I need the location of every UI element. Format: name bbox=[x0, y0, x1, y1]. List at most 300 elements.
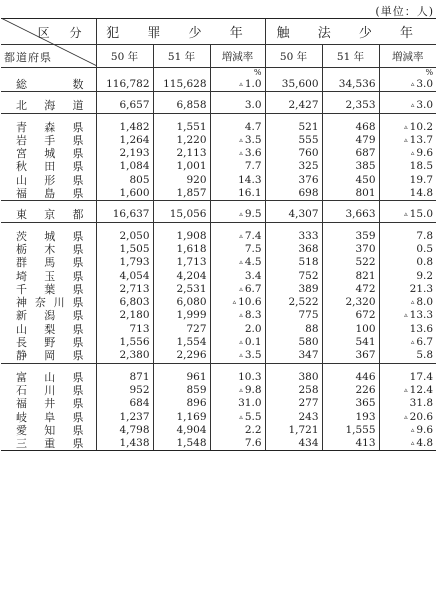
cell-value: 580 bbox=[298, 336, 319, 349]
count-cell bbox=[265, 147, 322, 160]
rate-cell bbox=[379, 243, 436, 256]
prefecture-name: 山 梨 県 bbox=[16, 322, 84, 336]
cell-value: 4.8 bbox=[416, 437, 434, 450]
sub-header: 50 年 bbox=[96, 45, 153, 68]
count-cell bbox=[153, 187, 210, 201]
table-row bbox=[1, 437, 436, 451]
cell-value: 16,637 bbox=[112, 208, 150, 221]
count-cell bbox=[322, 256, 379, 269]
cell-value: 31.0 bbox=[238, 397, 262, 410]
cell-value: 9.6 bbox=[416, 147, 434, 160]
cell-value: 801 bbox=[355, 187, 376, 200]
cell-value: 20.6 bbox=[409, 410, 434, 423]
count-cell bbox=[153, 384, 210, 397]
count-cell bbox=[153, 230, 210, 243]
count-cell bbox=[153, 147, 210, 160]
table-body bbox=[1, 68, 436, 451]
cell-value: 19.7 bbox=[409, 173, 434, 186]
cell-value: 1,551 bbox=[176, 120, 207, 133]
prefecture-name: 三 重 県 bbox=[1, 437, 96, 451]
prefecture-name: 石 川 県 bbox=[16, 383, 84, 397]
prefecture-name: 長 野 県 bbox=[16, 336, 84, 350]
percent-sign: % bbox=[425, 68, 434, 77]
percent-cell bbox=[1, 68, 96, 79]
count-cell bbox=[96, 174, 153, 187]
spacer-cell bbox=[265, 363, 322, 371]
cell-value: 9.5 bbox=[244, 208, 262, 221]
cell-value: 5.8 bbox=[416, 349, 434, 362]
cell-value: 1,908 bbox=[176, 229, 207, 242]
decrease-triangle-icon: ▵ bbox=[239, 258, 243, 267]
cell-value: 4.5 bbox=[244, 256, 262, 269]
cell-value: 2,427 bbox=[288, 99, 319, 112]
cell-value: 15,056 bbox=[169, 208, 207, 221]
cell-value: 6.7 bbox=[244, 282, 262, 295]
cell-value: 18.5 bbox=[409, 160, 434, 173]
decrease-triangle-icon: ▵ bbox=[239, 210, 243, 219]
count-cell bbox=[265, 230, 322, 243]
cell-value: 10.6 bbox=[238, 296, 262, 309]
count-cell bbox=[265, 160, 322, 173]
count-cell bbox=[153, 323, 210, 336]
prefecture-name: 岐 阜 県 bbox=[16, 410, 84, 424]
count-cell bbox=[153, 411, 210, 424]
cell-value: 9.2 bbox=[416, 269, 434, 282]
decrease-triangle-icon: ▵ bbox=[404, 412, 408, 421]
table-row bbox=[1, 371, 436, 384]
count-cell bbox=[153, 349, 210, 363]
decrease-triangle-icon: ▵ bbox=[404, 122, 408, 131]
cell-value: 2,531 bbox=[176, 282, 207, 295]
rate-cell bbox=[210, 397, 265, 410]
count-cell bbox=[322, 323, 379, 336]
spacer-cell bbox=[96, 363, 153, 371]
count-cell bbox=[153, 336, 210, 349]
cell-value: 518 bbox=[298, 256, 319, 269]
count-cell bbox=[96, 424, 153, 437]
decrease-triangle-icon: ▵ bbox=[239, 385, 243, 394]
cell-value: 3.5 bbox=[244, 133, 262, 146]
percent-cell bbox=[379, 68, 436, 79]
header-diagonal-line bbox=[1, 18, 97, 66]
count-cell bbox=[96, 323, 153, 336]
spacer-cell bbox=[322, 363, 379, 371]
count-cell bbox=[322, 174, 379, 187]
table-row bbox=[1, 78, 436, 92]
cell-value: 370 bbox=[355, 242, 376, 255]
cell-value: 760 bbox=[298, 147, 319, 160]
cell-value: 413 bbox=[355, 437, 376, 450]
count-cell bbox=[322, 296, 379, 309]
count-cell bbox=[96, 134, 153, 147]
cell-value: 13.6 bbox=[409, 322, 434, 335]
cell-value: 4,904 bbox=[176, 423, 207, 436]
rate-cell bbox=[210, 147, 265, 160]
cell-value: 479 bbox=[355, 133, 376, 146]
prefecture-name: 青 森 県 bbox=[16, 120, 84, 134]
cell-value: 2,296 bbox=[176, 349, 207, 362]
table-row bbox=[1, 270, 436, 283]
cell-value: 920 bbox=[186, 173, 207, 186]
count-cell bbox=[153, 208, 210, 222]
cell-value: 1,548 bbox=[176, 437, 207, 450]
rate-cell bbox=[379, 384, 436, 397]
sub-header: 51 年 bbox=[153, 45, 210, 68]
count-cell bbox=[265, 424, 322, 437]
cell-value: 1,438 bbox=[119, 437, 150, 450]
spacer-cell bbox=[96, 92, 153, 100]
cell-value: 2,050 bbox=[119, 229, 150, 242]
cell-value: 896 bbox=[186, 397, 207, 410]
spacer-cell bbox=[210, 113, 265, 121]
rate-cell bbox=[210, 424, 265, 437]
count-cell bbox=[153, 78, 210, 92]
rate-cell bbox=[210, 349, 265, 363]
cell-value: 10.3 bbox=[238, 370, 262, 383]
sub-header: 増減率 bbox=[210, 45, 265, 68]
spacer-cell bbox=[322, 201, 379, 209]
count-cell bbox=[265, 371, 322, 384]
cell-value: 0.5 bbox=[416, 242, 434, 255]
spacer-row bbox=[1, 113, 436, 121]
count-cell bbox=[265, 309, 322, 322]
rate-cell bbox=[210, 309, 265, 322]
prefecture-name: 富 山 県 bbox=[16, 370, 84, 384]
cell-value: 10.2 bbox=[409, 120, 434, 133]
spacer-cell bbox=[210, 363, 265, 371]
cell-value: 34,536 bbox=[338, 78, 376, 90]
cell-value: 243 bbox=[298, 410, 319, 423]
count-cell bbox=[322, 230, 379, 243]
rate-cell bbox=[379, 174, 436, 187]
percent-cell bbox=[265, 68, 322, 79]
count-cell bbox=[265, 270, 322, 283]
spacer-cell bbox=[210, 92, 265, 100]
percent-row bbox=[1, 68, 436, 79]
table-row bbox=[1, 397, 436, 410]
percent-cell bbox=[153, 68, 210, 79]
rate-cell bbox=[210, 208, 265, 222]
prefecture-name: 岩 手 県 bbox=[16, 133, 84, 147]
prefecture-name: 千 葉 県 bbox=[16, 282, 84, 296]
count-cell bbox=[265, 174, 322, 187]
spacer-cell bbox=[210, 222, 265, 230]
count-cell bbox=[265, 397, 322, 410]
cell-value: 15.0 bbox=[409, 208, 434, 221]
rate-cell bbox=[210, 174, 265, 187]
prefecture-name: 総 数 bbox=[1, 78, 96, 92]
rate-cell bbox=[379, 187, 436, 201]
cell-value: 376 bbox=[298, 173, 319, 186]
spacer-cell bbox=[1, 363, 96, 371]
cell-value: 16.1 bbox=[238, 187, 262, 200]
rate-cell bbox=[379, 283, 436, 296]
prefecture-name: 宮 城 県 bbox=[16, 147, 84, 161]
rate-cell bbox=[210, 99, 265, 113]
count-cell bbox=[322, 384, 379, 397]
cell-value: 775 bbox=[298, 309, 319, 322]
count-cell bbox=[96, 99, 153, 113]
prefecture-col-label: 都道府県 bbox=[4, 51, 52, 64]
decrease-triangle-icon: ▵ bbox=[404, 210, 408, 219]
count-cell bbox=[96, 243, 153, 256]
cell-value: 365 bbox=[355, 397, 376, 410]
cell-value: 193 bbox=[355, 410, 376, 423]
decrease-triangle-icon: ▵ bbox=[404, 135, 408, 144]
cell-value: 13.3 bbox=[409, 309, 434, 322]
table-row bbox=[1, 384, 436, 397]
table-row bbox=[1, 424, 436, 437]
cell-value: 226 bbox=[355, 383, 376, 396]
cell-value: 1,555 bbox=[345, 423, 376, 436]
cell-value: 541 bbox=[355, 336, 376, 349]
cell-value: 2,193 bbox=[119, 147, 150, 160]
cell-value: 684 bbox=[129, 397, 150, 410]
table-row bbox=[1, 323, 436, 336]
rate-cell bbox=[379, 256, 436, 269]
count-cell bbox=[153, 134, 210, 147]
count-cell bbox=[96, 230, 153, 243]
count-cell bbox=[153, 270, 210, 283]
prefecture-name: 東 京 都 bbox=[1, 208, 96, 222]
spacer-cell bbox=[379, 363, 436, 371]
rate-cell bbox=[210, 336, 265, 349]
sub-header: 50 年 bbox=[265, 45, 322, 68]
cell-value: 6.7 bbox=[416, 336, 434, 349]
cell-value: 1,999 bbox=[176, 309, 207, 322]
cell-value: 1.0 bbox=[244, 78, 262, 90]
table-row bbox=[1, 121, 436, 134]
count-cell bbox=[96, 78, 153, 92]
sub-header: 増減率 bbox=[379, 45, 436, 68]
cell-value: 5.5 bbox=[244, 410, 262, 423]
count-cell bbox=[322, 147, 379, 160]
count-cell bbox=[153, 99, 210, 113]
table-row bbox=[1, 230, 436, 243]
table-row bbox=[1, 296, 436, 309]
rate-cell bbox=[379, 397, 436, 410]
cell-value: 1,237 bbox=[119, 410, 150, 423]
spacer-cell bbox=[265, 222, 322, 230]
rate-cell bbox=[210, 411, 265, 424]
table-row bbox=[1, 134, 436, 147]
spacer-cell bbox=[153, 92, 210, 100]
rate-cell bbox=[379, 134, 436, 147]
rate-cell bbox=[379, 349, 436, 363]
cell-value: 4.7 bbox=[244, 120, 262, 133]
cell-value: 2.2 bbox=[244, 423, 262, 436]
cell-value: 450 bbox=[355, 173, 376, 186]
count-cell bbox=[322, 437, 379, 451]
cell-value: 6,657 bbox=[119, 99, 150, 112]
cell-value: 1,713 bbox=[176, 256, 207, 269]
rate-cell bbox=[379, 371, 436, 384]
count-cell bbox=[322, 78, 379, 92]
cell-value: 6,080 bbox=[176, 296, 207, 309]
count-cell bbox=[322, 336, 379, 349]
decrease-triangle-icon: ▵ bbox=[239, 80, 243, 88]
count-cell bbox=[96, 384, 153, 397]
count-cell bbox=[96, 270, 153, 283]
count-cell bbox=[322, 243, 379, 256]
table-row bbox=[1, 147, 436, 160]
count-cell bbox=[153, 160, 210, 173]
spacer-cell bbox=[153, 222, 210, 230]
cell-value: 1,001 bbox=[176, 160, 207, 173]
cell-value: 116,782 bbox=[106, 78, 150, 90]
spacer-cell bbox=[153, 363, 210, 371]
cell-value: 555 bbox=[298, 133, 319, 146]
spacer-cell bbox=[379, 92, 436, 100]
count-cell bbox=[96, 256, 153, 269]
kubun-label: 区 分 bbox=[37, 26, 90, 40]
spacer-cell bbox=[96, 201, 153, 209]
rate-cell bbox=[379, 424, 436, 437]
cell-value: 1,721 bbox=[288, 423, 319, 436]
cell-value: 4,204 bbox=[176, 269, 207, 282]
count-cell bbox=[322, 160, 379, 173]
prefecture-name: 埼 玉 県 bbox=[16, 269, 84, 283]
count-cell bbox=[265, 349, 322, 363]
count-cell bbox=[153, 296, 210, 309]
prefecture-name: 群 馬 県 bbox=[16, 256, 84, 270]
cell-value: 8.3 bbox=[244, 309, 262, 322]
cell-value: 0.1 bbox=[244, 336, 262, 349]
spacer-cell bbox=[153, 113, 210, 121]
rate-cell bbox=[379, 78, 436, 92]
rate-cell bbox=[210, 256, 265, 269]
rate-cell bbox=[210, 437, 265, 451]
table-row bbox=[1, 187, 436, 201]
cell-value: 521 bbox=[298, 120, 319, 133]
count-cell bbox=[322, 99, 379, 113]
count-cell bbox=[153, 243, 210, 256]
cell-value: 1,482 bbox=[119, 120, 150, 133]
cell-value: 3.0 bbox=[416, 78, 434, 90]
cell-value: 961 bbox=[186, 370, 207, 383]
count-cell bbox=[153, 174, 210, 187]
count-cell bbox=[96, 296, 153, 309]
cell-value: 8.0 bbox=[416, 296, 434, 309]
percent-cell bbox=[96, 68, 153, 79]
cell-value: 687 bbox=[355, 147, 376, 160]
cell-value: 7.5 bbox=[244, 242, 262, 255]
count-cell bbox=[322, 270, 379, 283]
count-cell bbox=[96, 121, 153, 134]
count-cell bbox=[322, 134, 379, 147]
cell-value: 2,522 bbox=[288, 296, 319, 309]
cell-value: 4,798 bbox=[119, 423, 150, 436]
decrease-triangle-icon: ▵ bbox=[410, 298, 415, 307]
spacer-cell bbox=[265, 92, 322, 100]
rate-cell bbox=[379, 309, 436, 322]
cell-value: 7.6 bbox=[244, 437, 262, 450]
count-cell bbox=[322, 208, 379, 222]
decrease-triangle-icon: ▵ bbox=[239, 284, 243, 293]
cell-value: 6,858 bbox=[176, 99, 207, 112]
cell-value: 7.8 bbox=[416, 229, 434, 242]
cell-value: 6,803 bbox=[119, 296, 150, 309]
rate-cell bbox=[210, 270, 265, 283]
cell-value: 3.6 bbox=[244, 147, 262, 160]
rate-cell bbox=[379, 323, 436, 336]
prefecture-name: 秋 田 県 bbox=[16, 160, 84, 174]
decrease-triangle-icon: ▵ bbox=[239, 338, 243, 347]
cell-value: 31.8 bbox=[409, 397, 434, 410]
count-cell bbox=[96, 349, 153, 363]
cell-value: 385 bbox=[355, 160, 376, 173]
count-cell bbox=[265, 256, 322, 269]
cell-value: 434 bbox=[298, 437, 319, 450]
rate-cell bbox=[379, 437, 436, 451]
spacer-cell bbox=[1, 222, 96, 230]
count-cell bbox=[96, 187, 153, 201]
cell-value: 2,320 bbox=[345, 296, 376, 309]
count-cell bbox=[322, 424, 379, 437]
prefecture-name: 福 井 県 bbox=[16, 397, 84, 411]
decrease-triangle-icon: ▵ bbox=[239, 149, 243, 158]
cell-value: 3,663 bbox=[345, 208, 376, 221]
decrease-triangle-icon: ▵ bbox=[404, 311, 408, 320]
cell-value: 871 bbox=[129, 370, 150, 383]
cell-value: 3.0 bbox=[244, 99, 262, 112]
cell-value: 277 bbox=[298, 397, 319, 410]
count-cell bbox=[265, 121, 322, 134]
count-cell bbox=[96, 397, 153, 410]
spacer-row bbox=[1, 363, 436, 371]
spacer-cell bbox=[379, 201, 436, 209]
cell-value: 367 bbox=[355, 349, 376, 362]
cell-value: 1,505 bbox=[119, 242, 150, 255]
cell-value: 9.8 bbox=[244, 383, 262, 396]
decrease-triangle-icon: ▵ bbox=[239, 135, 243, 144]
decrease-triangle-icon: ▵ bbox=[239, 231, 243, 240]
cell-value: 3.4 bbox=[244, 269, 262, 282]
cell-value: 727 bbox=[186, 322, 207, 335]
rate-cell bbox=[379, 411, 436, 424]
count-cell bbox=[265, 437, 322, 451]
count-cell bbox=[265, 323, 322, 336]
cell-value: 0.8 bbox=[416, 256, 434, 269]
header-group-hanzai: 犯 罪 少 年 bbox=[96, 19, 265, 45]
cell-value: 1,264 bbox=[119, 133, 150, 146]
rate-cell bbox=[210, 243, 265, 256]
spacer-cell bbox=[96, 113, 153, 121]
rate-cell bbox=[379, 160, 436, 173]
count-cell bbox=[96, 371, 153, 384]
rate-cell bbox=[210, 371, 265, 384]
cell-value: 2,180 bbox=[119, 309, 150, 322]
spacer-cell bbox=[210, 201, 265, 209]
decrease-triangle-icon: ▵ bbox=[410, 80, 415, 88]
rate-cell bbox=[379, 99, 436, 113]
table-row bbox=[1, 256, 436, 269]
cell-value: 3.5 bbox=[244, 349, 262, 362]
cell-value: 115,628 bbox=[163, 78, 207, 90]
cell-value: 4,307 bbox=[288, 208, 319, 221]
decrease-triangle-icon: ▵ bbox=[410, 101, 415, 110]
cell-value: 446 bbox=[355, 370, 376, 383]
cell-value: 14.8 bbox=[409, 187, 434, 200]
cell-value: 35,600 bbox=[281, 78, 319, 90]
cell-value: 713 bbox=[129, 322, 150, 335]
cell-value: 821 bbox=[355, 269, 376, 282]
cell-value: 1,556 bbox=[119, 336, 150, 349]
cell-value: 859 bbox=[186, 383, 207, 396]
unit-label: (単位：人) bbox=[375, 5, 434, 18]
cell-value: 1,857 bbox=[176, 187, 207, 200]
cell-value: 1,600 bbox=[119, 187, 150, 200]
